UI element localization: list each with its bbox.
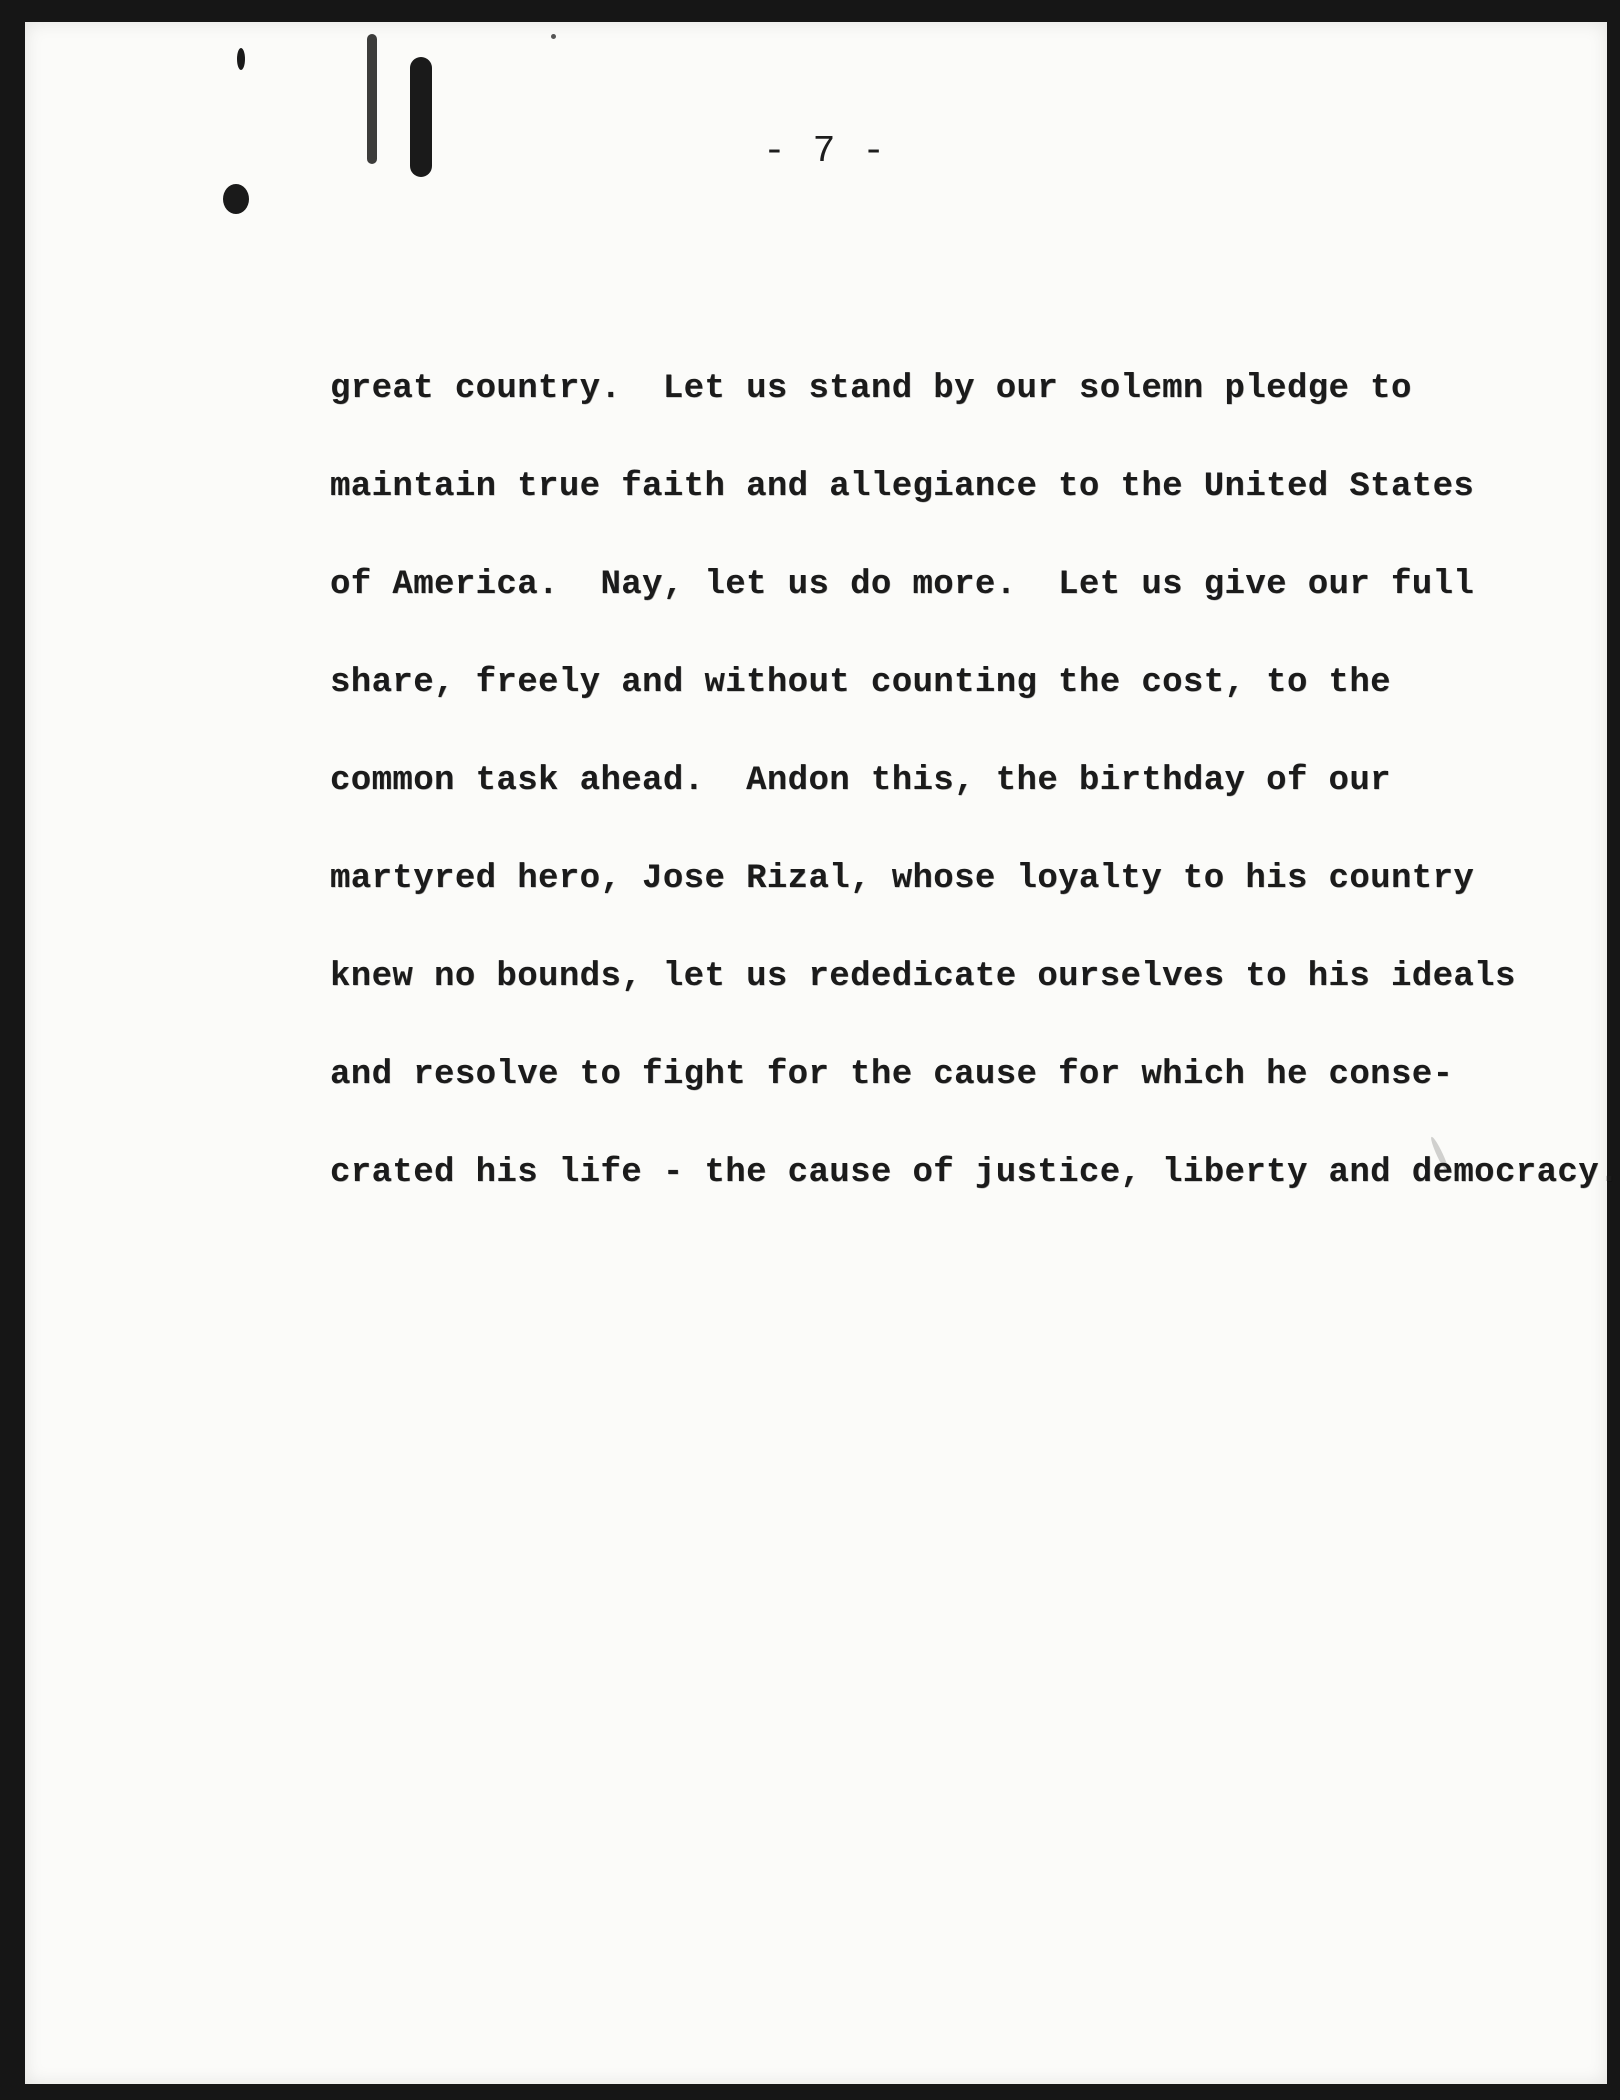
- ink-blot-mark: [223, 184, 249, 214]
- text-line: of America. Nay, let us do more. Let us give our full: [330, 566, 1475, 604]
- ink-blot-mark: [237, 48, 245, 70]
- text-line: common task ahead. Andon this, the birthday of our: [330, 762, 1391, 800]
- text-line: and resolve to fight for the cause for which he conse-: [330, 1056, 1454, 1094]
- text-line: great country. Let us stand by our solemn pledge to: [330, 370, 1412, 408]
- ink-blot-mark: [367, 34, 377, 164]
- ink-blot-mark: [410, 57, 432, 177]
- text-line: crated his life - the cause of justice, liberty and democracy.: [330, 1154, 1620, 1192]
- text-line: martyred hero, Jose Rizal, whose loyalty to his country: [330, 860, 1475, 898]
- typed-paragraph: [330, 340, 1620, 1222]
- ink-speck-mark: [551, 34, 556, 39]
- document-page: [25, 22, 1620, 2084]
- page-number: - 7 -: [762, 130, 888, 173]
- text-line: share, freely and without counting the cost, to the: [330, 664, 1391, 702]
- text-line: maintain true faith and allegiance to the United States: [330, 468, 1475, 506]
- text-line: knew no bounds, let us rededicate ourselves to his ideals: [330, 958, 1516, 996]
